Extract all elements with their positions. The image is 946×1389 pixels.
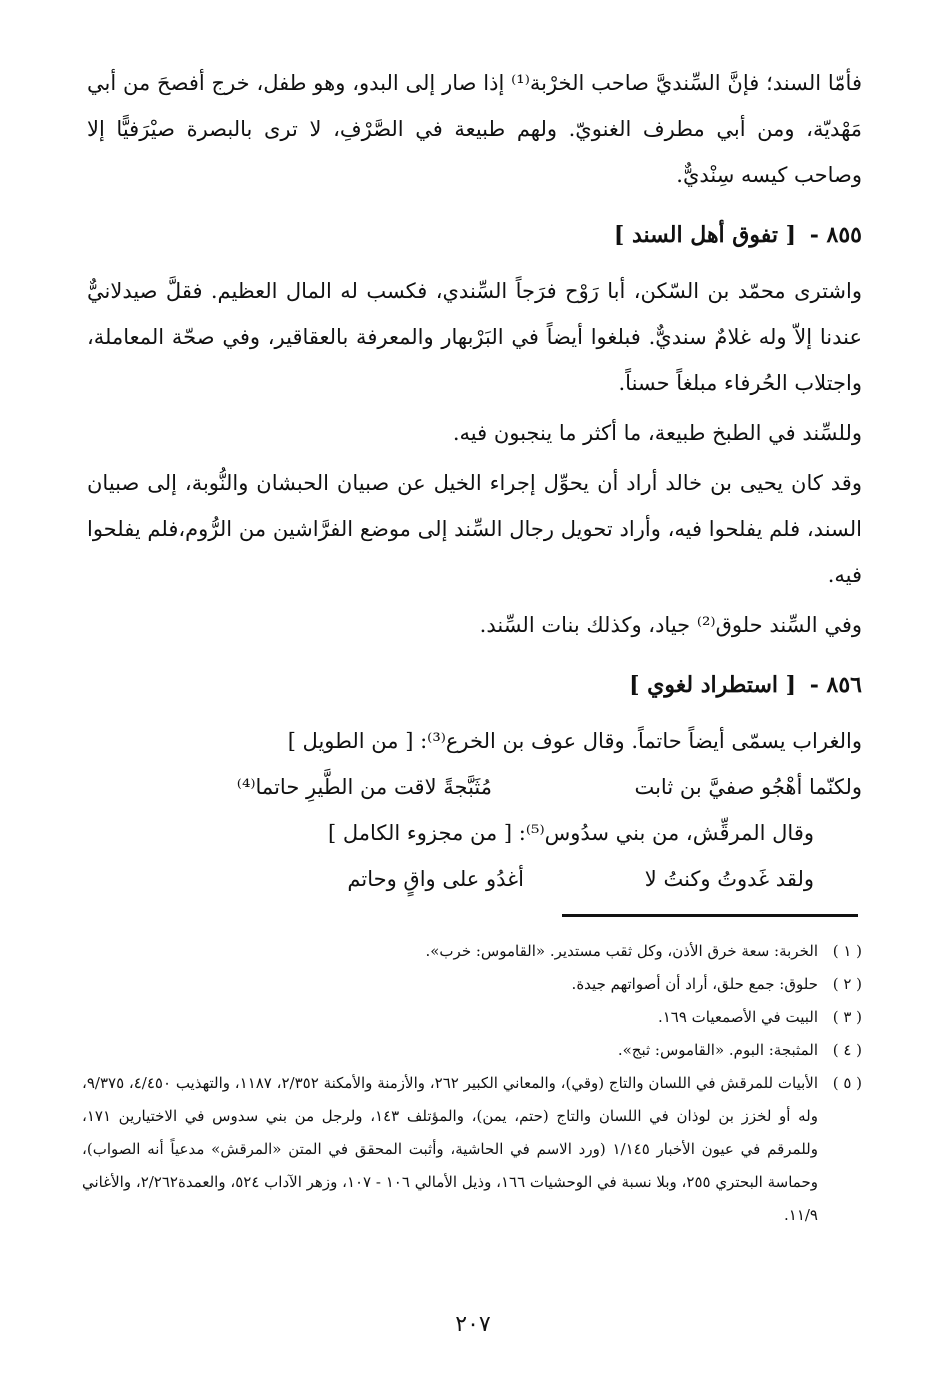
footnote-text: حلوق: جمع حلق، أراد أن أصواتهم جيدة. <box>571 975 818 993</box>
footnote <box>82 1067 862 1232</box>
verse-intro: والغراب يسمّى أيضاً حاتماً. وقال عوف بن الخرع⁽³⁾: [ من الطويل ] <box>287 729 862 753</box>
verse-second-hemistich: مُثَبَّجةً لاقت من الطَّيرِ حاتما⁽⁴⁾ <box>236 775 492 799</box>
footnote <box>82 1001 862 1034</box>
section-heading-856 <box>87 662 862 708</box>
paragraph: واشترى محمّد بن السّكن، أبا رَوْح فرَجاً السِّندي، فكسب له المال العظيم. فقلَّ صيدلانيٌّ عندنا إلاّ وله غلامٌ سنديٌّ. فبلغوا أيضاً في البَرْبهار والمعرفة بالعقاقير، وفي صحّة المعاملة، واجتلاب الحُرفاء مبلغاً حسناً. <box>87 279 862 395</box>
verse-intro: وقال المرقِّش، من بني سدُوس⁽⁵⁾: [ من مجزوء الكامل ] <box>327 821 814 845</box>
footnote-text: الخربة: سعة خرق الأذن، وكل ثقب مستدير. «القاموس: خرب». <box>425 942 818 960</box>
section-heading-855 <box>87 212 862 258</box>
footnote-number: ( ٢ ) <box>832 975 862 993</box>
section-number: ٨٥٥ - <box>809 222 862 248</box>
main-text <box>87 60 862 902</box>
verse-first-hemistich: ولكنّما أهْجُو صفيَّ بن ثابت <box>634 775 862 799</box>
footnote-number: ( ٥ ) <box>832 1074 862 1092</box>
footnote-text: الأبيات للمرقش في اللسان والتاج (وقي)، والمعاني الكبير ٢٦٢، والأزمنة والأمكنة ٢/٣٥٢، ١١٨٧، والتهذيب ٤/٤٥٠، ٩/٣٧٥، وله أو لخزز بن لوذان في اللسان والتاج (حتم، يمن)، والمؤتلف ١٤٣، ولرجل من بني سدوس في الاختيارين ١٧١، وللمرقم في عيون الأخبار ١/١٤٥ (ورد الاسم في الحاشية، وأثبت المحقق في المتن «المرقش» مدعياً أنه الصواب)، وحماسة البحتري ٢٥٥، وبلا نسبة في الوحشيات ١٦٦، وذيل الأمالي ١٠٦ - ١٠٧، وزهر الآداب ٥٢٤، والعمدة٢/٢٦٢، والأغاني ١١/٩. <box>82 1074 819 1224</box>
section-number: ٨٥٦ - <box>809 672 862 698</box>
paragraph: وللسِّند في الطبخ طبيعة، ما أكثر ما ينجبون فيه. <box>452 421 862 445</box>
footnote-number: ( ٤ ) <box>832 1041 862 1059</box>
verse-second-hemistich: أغدُو على واقٍ وحاتم <box>347 867 524 891</box>
footnotes <box>82 935 862 1232</box>
footnote <box>82 935 862 968</box>
footnote-number: ( ١ ) <box>832 942 862 960</box>
footnote-separator <box>562 914 858 917</box>
paragraph: وقد كان يحيى بن خالد أراد أن يحوِّل إجراء الخيل عن صبيان الحبشان والنُّوبة، إلى صبيان السند، فلم يفلحوا فيه، وأراد تحويل رجال السِّند إلى موضع الفرَّاشين من الرُّوم،فلم يفلحوا فيه. <box>87 471 862 587</box>
footnote <box>82 1034 862 1067</box>
footnote-text: المثبجة: البوم. «القاموس: ثبج». <box>617 1041 818 1059</box>
footnote-number: ( ٣ ) <box>832 1008 862 1026</box>
section-title: [ تفوق أهل السند ] <box>613 222 797 248</box>
paragraph-sind-intro: فأمّا السند؛ فإنَّ السِّنديَّ صاحب الخرْبة⁽¹⁾ إذا صار إلى البدو، وهو طفل، خرج أفصحَ من أبي مَهْديّة، ومن أبي مطرف الغنويّ. ولهم طبيعة في الصَّرْفِ، لا ترى بالبصرة صيْرَفيًّا إلا وصاحب كيسه سِنْديٌّ. <box>87 71 862 187</box>
section-title: [ استطراد لغوي ] <box>629 672 797 698</box>
verse-first-hemistich: ولقد غَدوتُ وكنتُ لا <box>644 867 814 891</box>
poem-verse <box>87 856 862 902</box>
paragraph: وفي السِّند حلوق⁽²⁾ جياد، وكذلك بنات السِّند. <box>479 613 862 637</box>
page-number: ٢٠٧ <box>455 1312 491 1337</box>
footnote-text: البيت في الأصمعيات ١٦٩. <box>657 1008 818 1026</box>
poem-verse <box>87 764 862 810</box>
footnote <box>82 968 862 1001</box>
